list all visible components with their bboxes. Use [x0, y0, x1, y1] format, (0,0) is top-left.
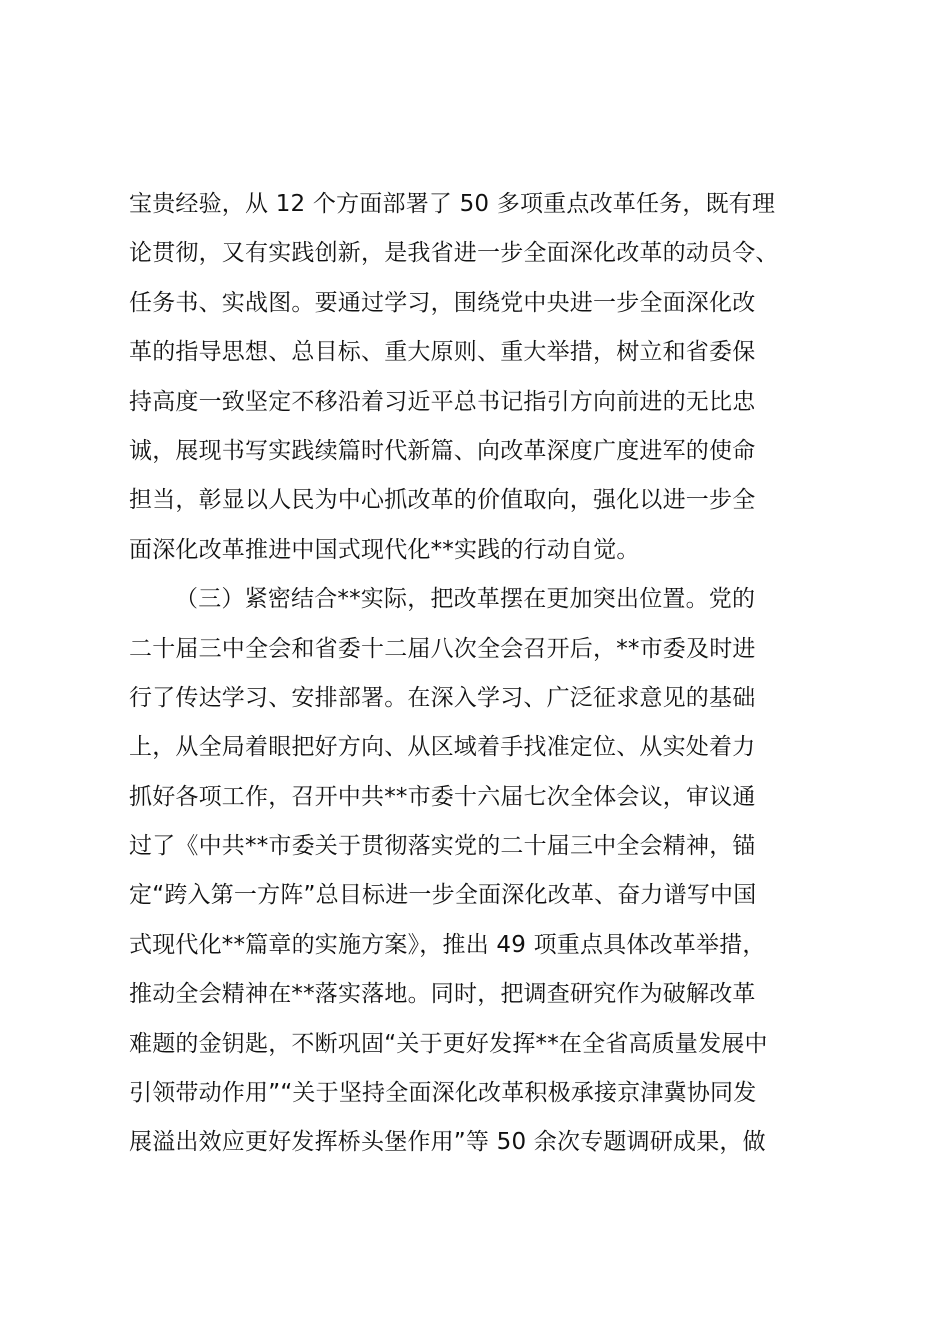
text-line: 诚，展现书写实践续篇时代新篇、向改革深度广度进军的使命	[129, 437, 756, 464]
text-line: 引领带动作用”“关于坚持全面深化改革积极承接京津冀协同发	[129, 1080, 757, 1107]
body-text	[129, 180, 849, 1168]
text-line: 革的指导思想、总目标、重大原则、重大举措，树立和省委保	[129, 339, 756, 366]
text-line: 式现代化**篇章的实施方案》，推出 49 项重点具体改革举措，	[129, 931, 766, 958]
text-line: 难题的金钥匙，不断巩固“关于更好发挥**在全省高质量发展中	[129, 1030, 768, 1057]
text-line: 展溢出效应更好发挥桥头堡作用”等 50 余次专题调研成果，做	[129, 1129, 766, 1156]
section-heading-line: （三）紧密结合**实际，把改革摆在更加突出位置。党的	[175, 586, 756, 613]
text-line: 任务书、实战图。要通过学习，围绕党中央进一步全面深化改	[129, 289, 756, 316]
text-line: 宝贵经验，从 12 个方面部署了 50 多项重点改革任务，既有理	[129, 191, 776, 217]
text-line: 担当，彰显以人民为中心抓改革的价值取向，强化以进一步全	[129, 487, 756, 514]
text-line: 行了传达学习、安排部署。在深入学习、广泛征求意见的基础	[129, 684, 756, 711]
text-line: 二十届三中全会和省委十二届八次全会召开后，**市委及时进	[129, 635, 756, 662]
text-line: 面深化改革推进中国式现代化**实践的行动自觉。	[129, 536, 640, 563]
text-line: 定“跨入第一方阵”总目标进一步全面深化改革、奋力谱写中国	[129, 882, 757, 909]
text-line: 论贯彻，又有实践创新，是我省进一步全面深化改革的动员令、	[129, 240, 779, 267]
text-line: 抓好各项工作，召开中共**市委十六届七次全体会议，审议通	[129, 783, 756, 810]
text-line: 持高度一致坚定不移沿着习近平总书记指引方向前进的无比忠	[129, 388, 756, 415]
text-line: 推动全会精神在**落实落地。同时，把调查研究作为破解改革	[129, 981, 756, 1008]
text-line: 上，从全局着眼把好方向、从区域着手找准定位、从实处着力	[129, 734, 756, 761]
text-line: 过了《中共**市委关于贯彻落实党的二十届三中全会精神，锚	[129, 833, 756, 860]
